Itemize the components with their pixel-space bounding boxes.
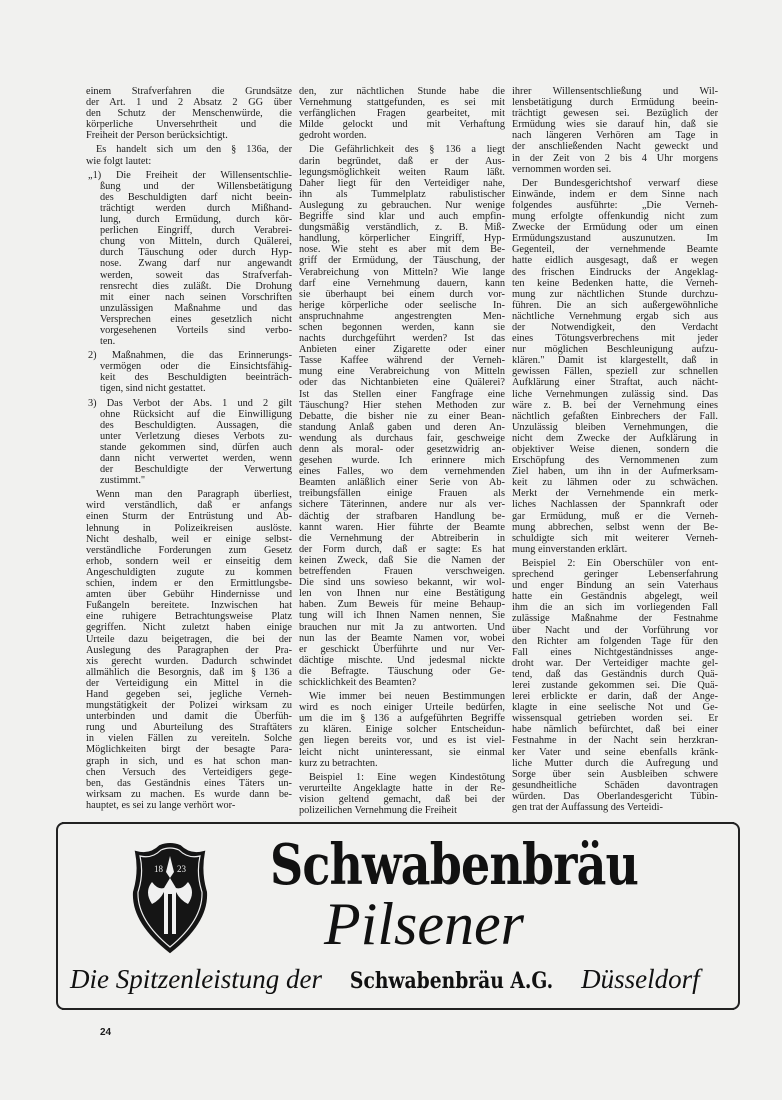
text-line: vision geltend gemacht, daß bei der: [299, 793, 505, 805]
text-line: dungsmäßig verständlich, z. B. Miß-: [299, 222, 505, 234]
text-line: durch Täuschung oder durch Hyp-: [100, 247, 292, 259]
text-line: vorgesehenen Vorteils sind verbo-: [100, 324, 292, 336]
text-line: Daher liegt für den Verteidiger nahe,: [299, 177, 505, 189]
text-line: hatte ein Geständnis abgelegt, weil: [512, 591, 718, 603]
text-line: mung abbrechen, selbst wenn der Be-: [512, 521, 718, 533]
text-line: schien, indem er den Ermittlungsbe-: [86, 578, 292, 590]
text-line: Urteile dazu beigetragen, die bei der: [86, 633, 292, 645]
text-line: führen. Die an sich außergewöhnliche: [512, 299, 718, 311]
text-line: Unzulässig bleiben Vernehmungen, die: [512, 421, 718, 433]
text-line: werden, soweit das Strafverfah-: [100, 269, 292, 281]
text-line: Sorge über sein Ausbleiben schwere: [512, 768, 718, 780]
text-line: unter Verletzung dieses Verbots zu-: [100, 430, 292, 442]
text-line: Auslegung des Paragraphen der Pra-: [86, 644, 292, 656]
text-line: tung will ich Ihnen Namen nennen, Sie: [299, 610, 505, 622]
text-line: tigen, sind nicht gestattet.: [100, 383, 206, 395]
text-line: zu klären. Einige solcher Entscheidun-: [299, 724, 505, 736]
text-line: folgendes ausführte: „Die Verneh-: [512, 199, 718, 211]
text-line: allmählich die Besorgnis, daß im § 136 a: [86, 666, 292, 678]
text-line: der Art. 1 und 2 Absatz 2 GG über: [86, 97, 292, 109]
text-line: wird verständlich, daß er anfangs: [86, 500, 292, 512]
text-line: stande gekommen sind, dürfen auch: [100, 441, 292, 453]
text-line: ohne Rücksicht auf die Einwilligung: [100, 408, 292, 420]
text-line: hatte eidlich ausgesagt, daß er wegen: [512, 255, 718, 267]
text-line: Täuschung? Hier stehen Methoden zur: [299, 399, 505, 411]
text-line: Ist das Stellen einer Fangfrage eine: [299, 388, 505, 400]
text-line: und enger Bindung an sein Vaterhaus: [512, 580, 718, 592]
text-line: denn als moral- oder gesetzwidrig an-: [299, 444, 505, 455]
text-line: „1) Die Freiheit der Willensentschlie-: [88, 169, 292, 181]
text-line: schicklichkeit des Beamten?: [299, 676, 417, 688]
text-line: die Vernehmung der Abtreiberin in: [299, 532, 505, 544]
text-line: chen Versuch des Verteidigers gege-: [86, 766, 292, 778]
text-line: mung erfolgte offenkundig nicht zum: [512, 211, 718, 223]
text-line: der Verteidigung ein Mittel in die: [86, 677, 292, 689]
text-line: der Beschuldigte der Verwertung: [100, 464, 292, 476]
text-line: liche Mutter durch die Aufregung und: [512, 757, 718, 769]
text-line: nächtliche Vernehmung ergab sich aus: [512, 310, 718, 322]
text-line: 3) Das Verbot der Abs. 1 und 2 gilt: [88, 397, 292, 409]
text-line: gegriffen. Nicht zuletzt haben einige: [86, 622, 292, 634]
text-line: zustimmt.": [100, 475, 146, 487]
text-line: gen trat der Auffassung des Verteidi-: [512, 802, 663, 813]
text-line: eines Tötungsverbrechens mit jeder: [512, 333, 718, 345]
text-line: xis gerecht wurden. Dadurch schwindet: [86, 655, 292, 667]
text-line: lerei zustande gekommen sei. Die Quä-: [512, 679, 718, 691]
text-line: Beispiel 2: Ein Oberschüler von ent-: [522, 557, 718, 569]
text-line: in vielen Fällen zu vereiteln. Solche: [86, 733, 292, 745]
text-line: Milde gelockt und mit Verhaftung: [299, 119, 505, 131]
text-line: chung von Mitteln, durch Quälerei,: [100, 236, 292, 248]
text-line: Möglichkeiten birgt der besagte Para-: [86, 744, 292, 756]
text-line: einen Sturm der Entrüstung und Ab-: [86, 511, 292, 523]
text-line: mungstätigkeit der Polizei wirksam zu: [86, 700, 292, 712]
text-line: Der Bundesgerichtshof verwarf diese: [522, 177, 718, 189]
text-line: lehnung in Polizeikreisen auslöste.: [86, 522, 292, 534]
text-line: trächtigt werden durch Mißhand-: [100, 202, 292, 214]
text-line: hauptet, es sei zu lange verhört wor-: [86, 799, 236, 811]
text-line: erhob, sondern weil er einseitig dem: [86, 555, 292, 567]
paragraph: [512, 178, 718, 555]
text-line: ihrer Willensentschließung und Wil-: [512, 86, 718, 97]
text-line: Aufklärung einer Straftat, auch nächt-: [512, 377, 718, 389]
beer-advertisement: [62, 822, 734, 1010]
slogan-start: Die Spitzenleistung der: [70, 964, 322, 994]
list-item: [86, 170, 292, 348]
text-line: Debatte, die bisher nie zu einer Bean-: [299, 410, 505, 422]
text-line: 2) Maßnahmen, die das Erinnerungs-: [88, 350, 292, 362]
text-line: trächtigt gewesen sei. Bezüglich der: [512, 108, 718, 120]
text-line: keinen Zweck, daß Sie die Namen der: [299, 554, 505, 566]
page-number: 24: [100, 1027, 112, 1038]
text-line: tend, daß das Geständnis durch Quä-: [512, 668, 718, 680]
text-line: um die im § 136 a aufgeführten Begriffe: [299, 713, 505, 725]
text-line: liche Vernehmungen zulässig sind. Das: [512, 388, 718, 400]
text-line: Fußangeln bereitete. Inzwischen hat: [86, 600, 292, 612]
text-column-2: [299, 86, 505, 819]
text-line: Beamten anläßlich einer Serie von Ab-: [299, 477, 505, 489]
text-line: nose. Zwang darf nur angewandt: [100, 258, 292, 270]
text-line: gedroht worden.: [299, 130, 367, 142]
text-line: rensrecht dies zuläßt. Die Drohung: [100, 280, 292, 292]
svg-text:23: 23: [177, 864, 186, 874]
product-name: Pilsener: [324, 891, 524, 957]
text-line: handlung, körperlicher Eingriff, Hyp-: [299, 233, 505, 245]
text-line: schen begonnen werden, kann sie: [299, 321, 505, 333]
text-line: des Beschuldigten darf nicht beein-: [100, 191, 292, 203]
text-line: mung eine Verabreichung von Mitteln: [299, 366, 505, 378]
brewery-shield-logo-icon: [130, 842, 210, 954]
text-line: liches Nachlassen der Spannkraft oder: [512, 499, 718, 511]
text-line: Beispiel 1: Eine wegen Kindestötung: [309, 771, 505, 783]
text-line: wie folgt lautet:: [86, 155, 152, 167]
text-line: nose. Wie steht es aber mit dem Be-: [299, 244, 505, 256]
text-line: Die sind uns sowieso bekannt, wir wol-: [299, 577, 505, 589]
text-line: ten.: [100, 336, 116, 348]
text-line: keit zu lähmen oder zu schwächen.: [512, 477, 718, 489]
text-line: objektiver Weise dienen, sondern die: [512, 444, 718, 455]
text-line: klären." Damit ist klargestellt, daß in: [512, 355, 718, 367]
text-line: mung einverstanden erklärt.: [512, 543, 628, 555]
text-line: droht war. Der Verteidiger machte gel-: [512, 657, 718, 669]
text-line: Wenn man den Paragraph überliest,: [96, 489, 292, 501]
text-line: nur möglichen Beschleunigung aufzu-: [512, 344, 718, 356]
text-line: ihn als Tummelplatz rabulistischer: [299, 188, 505, 200]
text-line: Anbieten einer Zigarette oder einer: [299, 344, 505, 356]
text-line: den, zur nächtlichen Stunde habe die: [299, 86, 505, 97]
text-line: griff der Ermüdung, der Täuschung, der: [299, 255, 505, 267]
text-line: gen liegen bereits vor, und es ist viel-: [299, 735, 505, 747]
text-line: sie überhaupt bei einem durch vor-: [299, 288, 505, 300]
list-item: [86, 350, 292, 394]
text-line: keit des Beschuldigten beeinträch-: [100, 372, 292, 384]
text-line: kurz zu betrachten.: [299, 757, 378, 769]
text-line: polizeilichen Vernehmung die Freiheit: [299, 805, 457, 816]
text-line: einem Strafverfahren die Grundsätze: [86, 86, 292, 97]
slogan-company: Schwabenbräu A.G.: [349, 968, 554, 994]
text-line: mit einer nach seinen Vorschriften: [100, 291, 292, 303]
text-line: darin begründet, daß er der Aus-: [299, 155, 505, 167]
text-line: des Beschuldigten. Aussagen, die: [100, 419, 292, 431]
text-line: lung, durch Ermüdung, durch kör-: [100, 214, 292, 226]
text-line: vermögen oder die Einsichtsfähig-: [100, 361, 292, 373]
text-line: len von Ihnen nur eine Bestätigung: [299, 588, 505, 600]
text-line: anspruchnahme angestrengten Men-: [299, 310, 505, 322]
text-line: Angeschuldigten zugute zu kommen: [86, 566, 292, 578]
text-line: unterbinden und damit die Überfüh-: [86, 711, 292, 723]
text-line: Merkt der Vernehmende ein merk-: [512, 488, 718, 500]
text-line: dann nicht verwertet werden, wenn: [100, 453, 292, 464]
text-line: zulässige Maßnahme der Festnahme: [512, 613, 718, 625]
text-line: ihm die an sich im vorliegenden Fall: [512, 602, 718, 614]
text-line: Festnahme in der Nacht sein herzkran-: [512, 735, 718, 747]
text-line: ßung und der Willensbetätigung: [100, 180, 292, 192]
text-line: ben, das Geständnis eines Täters un-: [86, 777, 292, 789]
text-line: Einwände, indem er dem Sinne nach: [512, 188, 718, 200]
text-line: oder das Nichtanbieten eine Quälerei?: [299, 377, 505, 389]
text-line: Wie immer bei neuen Bestimmungen: [309, 691, 505, 703]
text-line: klagte in eine seelische Not und Ge-: [512, 702, 718, 714]
text-line: wäre z. B. bei der Vernehmung eines: [512, 399, 718, 411]
ad-slogan: [70, 964, 730, 995]
text-line: rung und Aburteilung des Straftäters: [86, 722, 292, 734]
text-line: Nicht deshalb, weil er einige selbst-: [86, 533, 292, 545]
text-line: perlichen Eingriff, durch Verabrei-: [100, 225, 292, 237]
text-line: graph in sich, und es hat schon man-: [86, 755, 292, 767]
text-line: würden. Das Oberlandesgericht Tübin-: [512, 790, 718, 802]
text-line: den Richter am folgenden Tage für den: [512, 635, 718, 647]
text-line: sichere Täterinnen, andere nur als ver-: [299, 499, 505, 511]
text-line: Fall eines Nichtgeständnisses ange-: [512, 646, 718, 658]
paragraph: [86, 489, 292, 811]
text-line: standung Anlaß gaben und deren An-: [299, 421, 505, 433]
text-line: Zwecke der Ermüdung oder um einen: [512, 222, 718, 234]
svg-text:18: 18: [154, 864, 163, 874]
list-item: [86, 398, 292, 487]
text-line: haben. Zum Beweis für meine Behaup-: [299, 599, 505, 611]
text-line: Gegenteil, der vernehmende Beamte: [512, 244, 718, 256]
text-line: Begriffe sind klar und auch empfin-: [299, 211, 505, 223]
paragraph: [299, 772, 505, 816]
text-line: darf eine Vernehmung dauern, kann: [299, 277, 505, 289]
text-line: nachts durchgeführt werden? Ist das: [299, 333, 505, 345]
text-line: gar Ermüdung, muß er die Verneh-: [512, 510, 718, 522]
text-line: gesehen wurde. Ich erinnere mich: [299, 455, 505, 467]
paragraph: [512, 558, 718, 813]
text-line: Ermüdung wies sie darauf hin, daß sie: [512, 119, 718, 131]
text-line: dächtig der strafbaren Handlung be-: [299, 510, 505, 522]
text-line: wirksam zu machen. Es wurde dann be-: [86, 788, 292, 800]
text-line: gesundheitliche Schäden davontragen: [512, 779, 718, 791]
text-line: der anschließenden Nacht geweckt und: [512, 141, 718, 153]
text-line: nicht dem Zwecke der Aufklärung in: [512, 432, 718, 444]
text-line: er geschickt Überführte und nur Ver-: [299, 643, 505, 655]
text-line: verurteilte Angeklagte hatte in der Re-: [299, 782, 505, 794]
text-line: nächtlich gefaßten Einbrechers der Fall.: [512, 410, 718, 422]
text-line: ker Vater und seine ebenfalls kränk-: [512, 746, 718, 758]
text-line: lerei erblickte er darin, daß der Ange-: [512, 691, 718, 703]
slogan-city: Düsseldorf: [581, 964, 700, 994]
text-column-1: [86, 86, 292, 814]
text-line: kannt waren. Hier führte der Beamte: [299, 521, 505, 533]
text-line: der Form durch, daß er sagte: Es hat: [299, 543, 505, 555]
text-line: des frischen Eindrucks der Angeklag-: [512, 266, 718, 278]
paragraph: [299, 144, 505, 688]
text-line: körperliche Unversehrtheit und die: [86, 119, 292, 131]
paragraph: [299, 86, 505, 141]
text-line: die Befragte. Täuschung oder Ge-: [299, 665, 505, 677]
text-line: nach längeren Verhören am Tage in: [512, 130, 718, 142]
text-line: Auslegung zu gebrauchen. Nur wenige: [299, 199, 505, 211]
text-line: Verabreichung von Mitteln? Wie lange: [299, 266, 505, 278]
text-line: wird es noch einiger Urteile bedürfen,: [299, 702, 505, 714]
text-line: unzulässigen Maßnahme und das: [100, 302, 292, 314]
text-line: schuldigte sich mit weiterer Verneh-: [512, 532, 718, 544]
text-line: habe nämlich befürchtet, daß bei einer: [512, 724, 718, 736]
text-line: treibungsfällen einige Frauen als: [299, 488, 505, 500]
text-line: Ziel haben, um ihn in der Aufmerksam-: [512, 466, 718, 478]
text-line: Versprechen eines gesetzlich nicht: [100, 313, 292, 325]
text-line: herige körperliche oder seelische In-: [299, 299, 505, 311]
text-line: ten keine Bedenken hatte, die Verneh-: [512, 277, 718, 289]
text-line: Erschöpfung des Vernommenen zum: [512, 455, 718, 467]
text-line: verfänglichen Fragen gearbeitet, mit: [299, 108, 505, 120]
text-line: Freiheit der Person berücksichtigt.: [86, 130, 228, 142]
text-line: nun las der Beamte Namen vor, wobei: [299, 632, 505, 644]
paragraph: [86, 144, 292, 166]
text-line: Tasse Kaffee während der Verneh-: [299, 355, 505, 367]
text-line: legungsmöglichkeit weiten Raum läßt.: [299, 166, 505, 178]
text-line: leicht nicht uninteressant, sie einmal: [299, 746, 505, 758]
text-line: Vernehmung stattgefunden, es sei mit: [299, 97, 505, 109]
text-line: wissensqual getrieben worden sei. Er: [512, 713, 718, 725]
brand-name: Schwabenbräu: [270, 832, 639, 898]
text-line: in der Zeit von 2 bis 4 Uhr morgens: [512, 152, 718, 164]
text-line: eines Falles, wo dem vernehmenden: [299, 466, 505, 478]
text-line: eine ruhigere Betrachtungsweise Platz: [86, 611, 292, 623]
text-line: brauchen nur mit Ja zu antworten. Und: [299, 621, 505, 633]
text-line: Hand gegeben sei, jegliche Verneh-: [86, 688, 292, 700]
text-line: wendung als durchaus fair, geschweige: [299, 432, 505, 444]
paragraph: [512, 86, 718, 175]
text-line: gewissen Fällen, speziell zur schnellen: [512, 366, 718, 378]
text-line: vernommen worden sei.: [512, 163, 612, 175]
text-line: sprechend geringer Lebenserfahrung: [512, 569, 718, 581]
text-line: mung zur nächtlichen Stunde durchzu-: [512, 288, 718, 300]
text-column-3: [512, 86, 718, 816]
text-line: amten über Gebühr Hindernisse und: [86, 589, 292, 601]
text-line: der Notwendigkeit, den Verdacht: [512, 321, 718, 333]
text-line: dächtige mischte. Und jedesmal nickte: [299, 654, 505, 666]
text-line: Die Gefährlichkeit des § 136 a liegt: [309, 144, 505, 156]
text-line: Ermüdungszustand auszunutzen. Im: [512, 233, 718, 245]
text-line: den Schutz der Menschenwürde, die: [86, 108, 292, 120]
text-line: lensbetätigung durch Ermüdung beein-: [512, 97, 718, 109]
text-line: betreffenden Frauen verschweigen.: [299, 566, 505, 578]
paragraph: [86, 86, 292, 141]
paragraph: [299, 691, 505, 769]
text-line: über Nacht und der Vorführung vor: [512, 624, 718, 636]
text-line: Es handelt sich um den § 136a, der: [96, 144, 292, 156]
text-line: verständliche Forderungen zum Gesetz: [86, 544, 292, 556]
